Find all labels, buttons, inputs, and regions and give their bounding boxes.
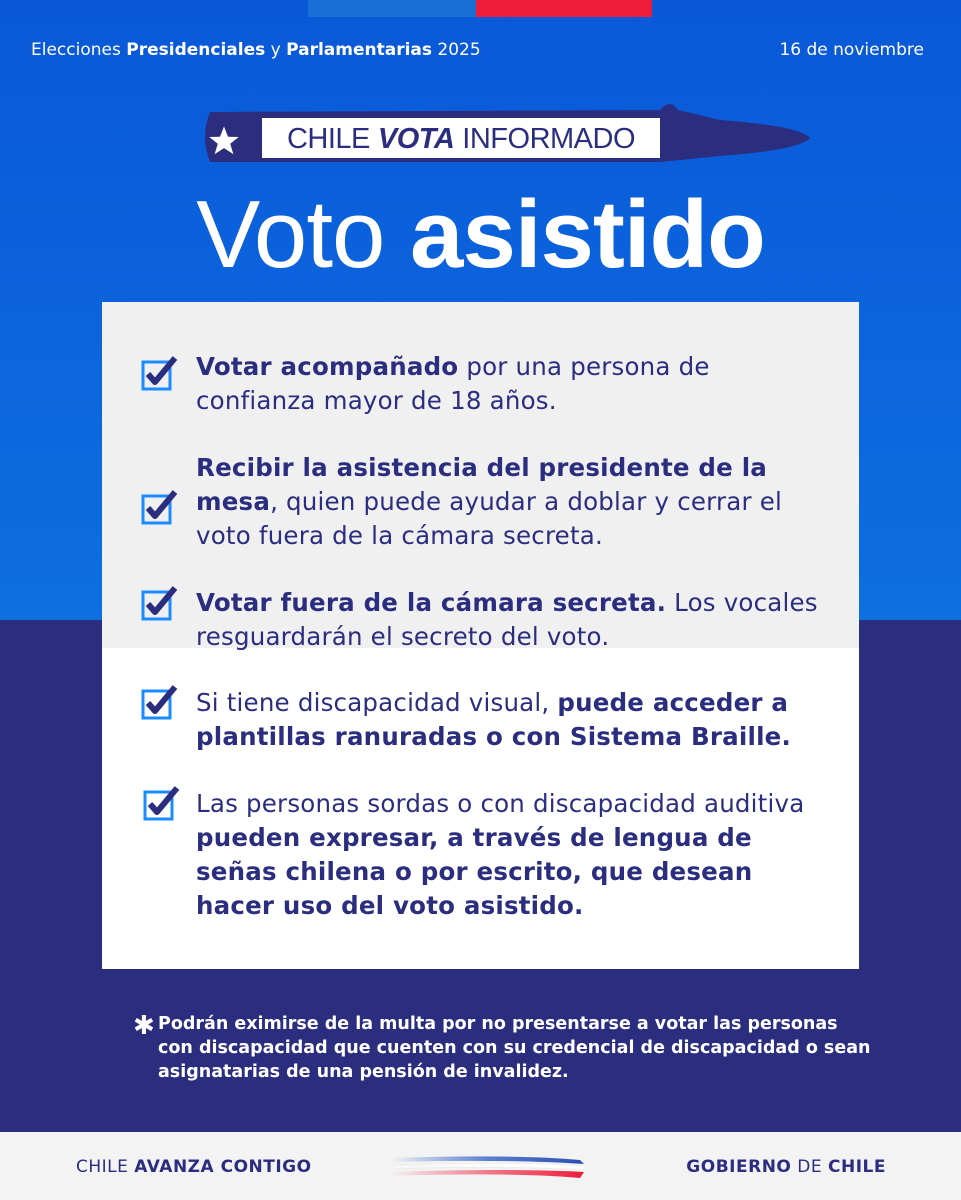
item-text: Si tiene discapacidad visual, (196, 688, 558, 717)
checkbox-checked-icon (140, 584, 178, 622)
badge-informado: INFORMADO (462, 122, 636, 155)
election-title (31, 40, 481, 60)
election-title-and: y (265, 40, 287, 60)
item-text: por una persona de confianza mayor de 18 años. (196, 352, 710, 415)
list-item (196, 787, 826, 923)
election-title-parliamentary: Parlamentarias (286, 40, 433, 60)
chile-vota-informado-badge (266, 121, 656, 157)
footer-de: DE (791, 1157, 829, 1177)
badge-chile: CHILE (286, 122, 370, 155)
footer-slogan-chile: CHILE (76, 1157, 135, 1177)
flag-stripe-blue (308, 0, 476, 17)
list-item (196, 686, 826, 754)
government-logo-text (686, 1157, 886, 1177)
list-item (196, 451, 826, 553)
item-text: Los vocales resguardarán el secreto del voto. (196, 588, 818, 651)
checkbox-checked-icon (140, 488, 178, 526)
star-icon (207, 124, 241, 158)
item-bold-text: puede acceder a plantillas ranuradas o con Sistema Braille. (196, 688, 791, 751)
item-bold-text: Recibir la asistencia del presidente de la mesa (196, 453, 768, 516)
flag-swoosh-icon (390, 1152, 586, 1180)
item-bold-text: Votar acompañado (196, 352, 459, 381)
election-title-year: 2025 (432, 40, 481, 60)
election-title-prefix: Elecciones (31, 40, 127, 60)
checkbox-checked-icon (140, 354, 178, 392)
item-bold-text: pueden expresar, a través de lengua de señas chilena o por escrito, que desean hacer uso del voto asistido. (196, 823, 753, 920)
election-date: 16 de noviembre (779, 40, 924, 60)
checkbox-checked-icon (140, 683, 178, 721)
footer-slogan-bold: AVANZA CONTIGO (134, 1157, 312, 1177)
footnote: Podrán eximirse de la multa por no presentarse a votar las personas con discapacidad que cuenten con su credencial de discapacidad o sean asignatarias de una pensión de invalidez. (158, 1014, 871, 1082)
title-bold: asistido (410, 181, 765, 288)
footer-chile: CHILE (828, 1157, 886, 1177)
item-text: , quien puede ayudar a doblar y cerrar el voto fuera de la cámara secreta. (196, 487, 783, 550)
list-item (196, 350, 826, 418)
election-title-presidential: Presidenciales (126, 40, 266, 60)
item-bold-text: Votar fuera de la cámara secreta. (196, 588, 667, 617)
footer-slogan (76, 1157, 312, 1177)
asterisk-icon: ✱ (133, 1011, 155, 1041)
badge-vota: VOTA (377, 122, 455, 155)
title-regular: Voto (196, 181, 411, 288)
footer-gobierno: GOBIERNO (686, 1157, 792, 1177)
checkbox-checked-icon (142, 784, 180, 822)
flag-stripe-red (476, 0, 652, 17)
item-text: Las personas sordas o con discapacidad auditiva (196, 789, 805, 818)
page-title (0, 180, 961, 290)
list-item (196, 586, 826, 654)
